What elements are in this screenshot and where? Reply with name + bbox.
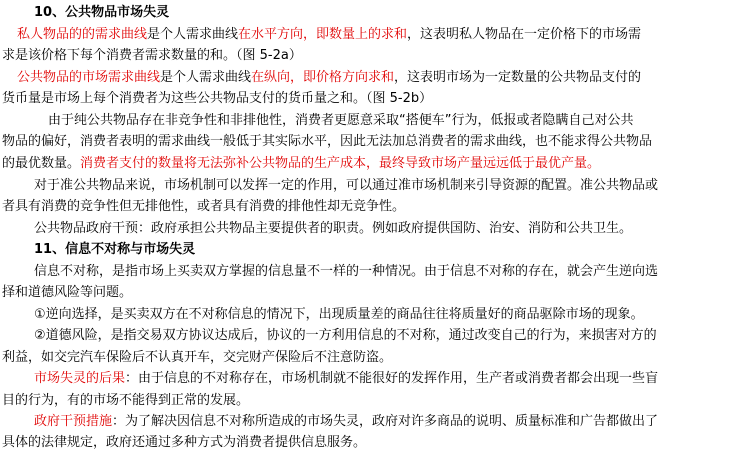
public-demand-line-1 [17, 67, 641, 89]
intervention-line-2: 具体的法律规定，政府还通过多种方式为消费者提供信息服务。 [2, 435, 367, 450]
text-span: 的最优数量。 [2, 156, 81, 171]
section-11-heading: 11、信息不对称与市场失灵 [34, 242, 196, 257]
text-span: ，这表明私人物品在一定价格下的市场需 [407, 27, 642, 42]
private-demand-line-1 [17, 24, 641, 46]
text-span: 是个人需求曲线 [160, 70, 252, 85]
red-conclusion: 消费者支付的数量将无法弥补公共物品的生产成本，最终导致市场产量远远低于最优产量。 [80, 156, 601, 171]
text-span: ：为了解决因信息不对称所造成的市场失灵，政府对许多商品的说明、质量标准和广告都做出了 [112, 414, 659, 429]
quasi-public-line-2: 者具有消费的竞争性但无排他性，或者具有消费的排他性却无竞争性。 [2, 199, 406, 214]
red-term: 私人物品的的需求曲线 [17, 27, 148, 42]
consequence-line-1 [34, 368, 658, 390]
free-rider-line-1: 由于纯公共物品存在非竞争性和非排他性，消费者更愿意采取“搭便车”行为，低报或者隐瞒自己对公共 [48, 113, 634, 128]
free-rider-line-2: 物品的偏好，消费者表明的需求曲线一般低于其实际水平，因此无法加总消费者的需求曲线，也不能求得公共物品 [2, 134, 653, 149]
asymmetry-line-2: 择和道德风险等问题。 [2, 285, 133, 300]
consequence-line-2: 目的行为，有的市场不能得到正常的发展。 [2, 393, 250, 408]
text-span: ：由于信息的不对称存在，市场机制就不能很好的发挥作用，生产者或消费者都会出现一些盲 [125, 371, 659, 386]
public-demand-line-2: 货币量是市场上每个消费者为这些公共物品支付的货币量之和。（图 5-2b） [2, 91, 433, 106]
adverse-selection-item: ①逆向选择，是买卖双方在不对称信息的情况下，出现质量差的商品往往将质量好的商品驱除市场的现象。 [34, 307, 644, 322]
government-intervention-line: 公共物品政府干预：政府承担公共物品主要提供者的职责。例如政府提供国防、治安、消防和公共卫生。 [34, 221, 633, 236]
section-10-heading: 10、公共物品市场失灵 [34, 5, 170, 20]
quasi-public-line-1: 对于准公共物品来说，市场机制可以发挥一定的作用，可以通过准市场机制来引导资源的配置。准公共物品或 [34, 178, 659, 193]
moral-hazard-line-1: ②道德风险，是指交易双方协议达成后，协议的一方利用信息的不对称，通过改变自己的行为，来损害对方的 [34, 328, 657, 343]
intervention-line-1 [34, 411, 658, 433]
red-label: 市场失灵的后果 [34, 371, 126, 386]
asymmetry-line-1: 信息不对称，是指市场上买卖双方掌握的信息量不一样的一种情况。由于信息不对称的存在，就会产生逆向选 [34, 264, 659, 279]
private-demand-line-2: 求是该价格下每个消费者需求数量的和。（图 5-2a） [2, 48, 302, 63]
red-term: 在水平方向，即数量上的求和 [238, 27, 408, 42]
text-span: 是个人需求曲线 [147, 27, 239, 42]
red-label: 政府干预措施 [34, 414, 113, 429]
red-term: 公共物品的市场需求曲线 [17, 70, 161, 85]
free-rider-line-3 [2, 153, 600, 175]
moral-hazard-line-2: 利益，如交完汽车保险后不认真开车，交完财产保险后不注意防盗。 [2, 350, 393, 365]
red-term: 在纵向，即价格方向求和 [251, 70, 395, 85]
text-span: ，这表明市场为一定数量的公共物品支付的 [394, 70, 642, 85]
